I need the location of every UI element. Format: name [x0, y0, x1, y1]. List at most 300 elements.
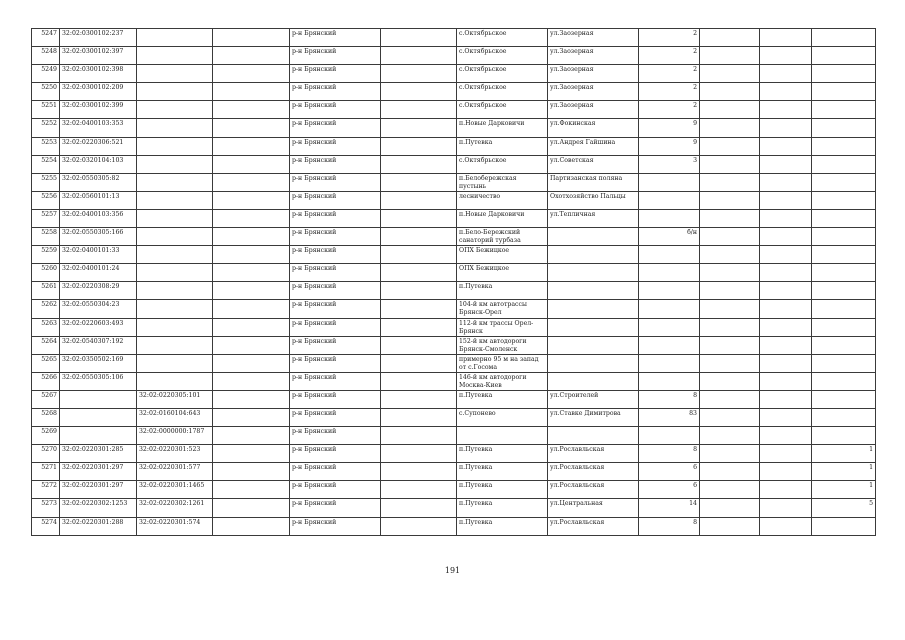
cell-district: р-н Брянский: [290, 119, 381, 137]
cell-house-number: 2: [639, 83, 700, 101]
cell-empty: [213, 318, 290, 336]
cell-apartment-number: [812, 427, 876, 445]
cell-district: р-н Брянский: [290, 209, 381, 227]
cell-locality: п.Путевка: [457, 282, 548, 300]
cell-empty: [381, 427, 457, 445]
cell-locality: с.Октябрьское: [457, 155, 548, 173]
cell-locality: с.Супонево: [457, 408, 548, 426]
cell-locality: 112-й км трассы Орел-Брянск: [457, 318, 548, 336]
cell-locality: п.Путевка: [457, 517, 548, 535]
cell-house-number: 6: [639, 481, 700, 499]
table-row: [32, 191, 876, 209]
cell-empty: [381, 65, 457, 83]
cell-empty: [700, 209, 760, 227]
cell-record-number: 5262: [32, 300, 60, 318]
cell-empty: [381, 300, 457, 318]
cell-record-number: 5268: [32, 408, 60, 426]
cell-empty: [381, 47, 457, 65]
cell-cadastral-number-2: [137, 137, 213, 155]
cell-empty: [381, 209, 457, 227]
cell-locality: 104-й км автотрассы Брянск-Орел: [457, 300, 548, 318]
cell-empty: [381, 246, 457, 264]
cell-empty: [760, 427, 812, 445]
cell-empty: [213, 228, 290, 246]
cell-empty: [760, 47, 812, 65]
cell-house-number: 6: [639, 463, 700, 481]
cell-cadastral-number: 32:02:0350502:169: [60, 354, 137, 372]
cell-house-number: [639, 282, 700, 300]
cell-locality: с.Октябрьское: [457, 47, 548, 65]
table-row: [32, 372, 876, 390]
cell-cadastral-number-2: [137, 354, 213, 372]
cell-record-number: 5248: [32, 47, 60, 65]
cell-empty: [213, 83, 290, 101]
cell-district: р-н Брянский: [290, 517, 381, 535]
cell-empty: [760, 517, 812, 535]
cell-cadastral-number: 32:02:0400101:24: [60, 264, 137, 282]
cell-empty: [700, 47, 760, 65]
cell-empty: [213, 336, 290, 354]
cell-empty: [213, 29, 290, 47]
cell-cadastral-number: [60, 408, 137, 426]
cell-record-number: 5258: [32, 228, 60, 246]
cell-empty: [760, 29, 812, 47]
cell-locality: п.Путевка: [457, 499, 548, 517]
cell-empty: [381, 29, 457, 47]
cell-cadastral-number-2: 32:02:0220301:574: [137, 517, 213, 535]
cell-district: р-н Брянский: [290, 191, 381, 209]
cell-street: Партизанская поляна: [548, 173, 639, 191]
cell-cadastral-number: 32:02:0220308:29: [60, 282, 137, 300]
cell-empty: [381, 101, 457, 119]
cell-empty: [381, 137, 457, 155]
cell-empty: [760, 83, 812, 101]
cell-locality: с.Октябрьское: [457, 29, 548, 47]
cell-cadastral-number: 32:02:0540307:192: [60, 336, 137, 354]
cell-apartment-number: [812, 119, 876, 137]
cell-district: р-н Брянский: [290, 499, 381, 517]
cell-empty: [760, 445, 812, 463]
cell-record-number: 5267: [32, 390, 60, 408]
cell-cadastral-number: 32:02:0220302:1253: [60, 499, 137, 517]
cell-street: [548, 282, 639, 300]
cell-empty: [760, 264, 812, 282]
table-row: [32, 173, 876, 191]
cell-cadastral-number: 32:02:0550305:82: [60, 173, 137, 191]
cell-locality: примерно 95 м на запад от с.Госома: [457, 354, 548, 372]
table-row: [32, 29, 876, 47]
cell-empty: [213, 209, 290, 227]
cell-street: [548, 354, 639, 372]
cell-cadastral-number: [60, 390, 137, 408]
cell-empty: [760, 155, 812, 173]
cell-district: р-н Брянский: [290, 354, 381, 372]
cell-apartment-number: [812, 191, 876, 209]
cell-apartment-number: [812, 372, 876, 390]
cell-locality: с.Октябрьское: [457, 83, 548, 101]
cell-empty: [700, 499, 760, 517]
cell-cadastral-number: 32:02:0400103:353: [60, 119, 137, 137]
cell-cadastral-number-2: 32:02:0220302:1261: [137, 499, 213, 517]
cell-house-number: 8: [639, 445, 700, 463]
table-row: [32, 499, 876, 517]
cell-empty: [700, 29, 760, 47]
cell-apartment-number: [812, 264, 876, 282]
cell-street: ул.Заозерная: [548, 47, 639, 65]
cell-record-number: 5266: [32, 372, 60, 390]
cell-cadastral-number: 32:02:0300102:398: [60, 65, 137, 83]
table-row: [32, 65, 876, 83]
cell-record-number: 5269: [32, 427, 60, 445]
cell-empty: [760, 463, 812, 481]
cell-empty: [760, 390, 812, 408]
cell-empty: [213, 390, 290, 408]
cell-empty: [381, 318, 457, 336]
cell-street: ул.Заозерная: [548, 65, 639, 83]
cell-street: ул.Рославльская: [548, 463, 639, 481]
cell-empty: [760, 191, 812, 209]
cell-district: р-н Брянский: [290, 300, 381, 318]
cell-locality: с.Октябрьское: [457, 101, 548, 119]
cell-empty: [381, 354, 457, 372]
cell-cadastral-number: 32:02:0560101:13: [60, 191, 137, 209]
table-row: [32, 318, 876, 336]
cell-cadastral-number-2: 32:02:0220305:101: [137, 390, 213, 408]
cell-empty: [213, 119, 290, 137]
cell-apartment-number: [812, 517, 876, 535]
cell-empty: [700, 318, 760, 336]
cell-district: р-н Брянский: [290, 481, 381, 499]
cell-house-number: [639, 264, 700, 282]
cell-empty: [213, 517, 290, 535]
cell-district: р-н Брянский: [290, 155, 381, 173]
cell-cadastral-number-2: [137, 246, 213, 264]
cell-empty: [700, 390, 760, 408]
cell-cadastral-number-2: [137, 173, 213, 191]
cell-empty: [700, 336, 760, 354]
cell-cadastral-number-2: [137, 209, 213, 227]
cell-house-number: 2: [639, 29, 700, 47]
cell-cadastral-number: 32:02:0220301:297: [60, 463, 137, 481]
cell-apartment-number: [812, 47, 876, 65]
cell-apartment-number: [812, 228, 876, 246]
cell-empty: [381, 228, 457, 246]
cell-apartment-number: [812, 155, 876, 173]
cell-district: р-н Брянский: [290, 408, 381, 426]
cell-cadastral-number-2: 32:02:0220301:577: [137, 463, 213, 481]
cell-locality: п.Новые Дарковичи: [457, 209, 548, 227]
cell-cadastral-number-2: [137, 300, 213, 318]
cell-district: р-н Брянский: [290, 65, 381, 83]
cell-cadastral-number-2: [137, 191, 213, 209]
cell-apartment-number: [812, 101, 876, 119]
cell-empty: [760, 336, 812, 354]
cell-empty: [700, 228, 760, 246]
cell-cadastral-number: 32:02:0220301:288: [60, 517, 137, 535]
cell-street: [548, 228, 639, 246]
cell-empty: [213, 408, 290, 426]
table-row: [32, 137, 876, 155]
cell-empty: [213, 65, 290, 83]
cell-empty: [381, 264, 457, 282]
cell-empty: [700, 300, 760, 318]
cell-locality: ОПХ Бежицкое: [457, 246, 548, 264]
cell-empty: [700, 65, 760, 83]
cell-house-number: [639, 173, 700, 191]
cell-empty: [213, 191, 290, 209]
cell-house-number: 9: [639, 137, 700, 155]
cell-empty: [700, 119, 760, 137]
cell-record-number: 5271: [32, 463, 60, 481]
cell-apartment-number: [812, 83, 876, 101]
cell-empty: [760, 137, 812, 155]
cell-cadastral-number: 32:02:0220603:493: [60, 318, 137, 336]
cell-empty: [381, 372, 457, 390]
cell-record-number: 5256: [32, 191, 60, 209]
cell-street: ул.Заозерная: [548, 83, 639, 101]
cell-empty: [700, 427, 760, 445]
cell-cadastral-number: 32:02:0300102:209: [60, 83, 137, 101]
cell-district: р-н Брянский: [290, 264, 381, 282]
table-row: [32, 264, 876, 282]
cell-house-number: б/н: [639, 228, 700, 246]
table-row: [32, 336, 876, 354]
cell-empty: [213, 101, 290, 119]
cell-street: ул.Советская: [548, 155, 639, 173]
cell-empty: [213, 445, 290, 463]
cell-record-number: 5254: [32, 155, 60, 173]
cell-empty: [213, 354, 290, 372]
cell-empty: [381, 517, 457, 535]
cell-district: р-н Брянский: [290, 29, 381, 47]
cell-empty: [700, 354, 760, 372]
cell-street: ул.Строителей: [548, 390, 639, 408]
cell-street: ул.Заозерная: [548, 29, 639, 47]
cell-locality: [457, 427, 548, 445]
cell-empty: [700, 137, 760, 155]
cell-empty: [760, 408, 812, 426]
cell-empty: [381, 481, 457, 499]
cell-record-number: 5274: [32, 517, 60, 535]
cell-locality: п.Путевка: [457, 390, 548, 408]
cell-empty: [760, 499, 812, 517]
cell-record-number: 5260: [32, 264, 60, 282]
cell-empty: [760, 65, 812, 83]
cell-empty: [213, 427, 290, 445]
cell-empty: [700, 481, 760, 499]
register-sheet: [31, 28, 875, 536]
cell-apartment-number: [812, 354, 876, 372]
cell-locality: п.Белобережская пустынь: [457, 173, 548, 191]
cell-empty: [381, 445, 457, 463]
cell-empty: [700, 101, 760, 119]
cell-empty: [381, 155, 457, 173]
cell-apartment-number: [812, 390, 876, 408]
cell-empty: [381, 173, 457, 191]
cell-empty: [213, 155, 290, 173]
cell-empty: [381, 390, 457, 408]
table-row: [32, 390, 876, 408]
cell-record-number: 5255: [32, 173, 60, 191]
cell-empty: [381, 191, 457, 209]
cell-cadastral-number-2: [137, 101, 213, 119]
cell-cadastral-number: 32:02:0550305:166: [60, 228, 137, 246]
cell-house-number: [639, 318, 700, 336]
cell-cadastral-number: 32:02:0300102:399: [60, 101, 137, 119]
cell-street: ул.Рославльская: [548, 517, 639, 535]
cell-district: р-н Брянский: [290, 463, 381, 481]
cell-street: [548, 246, 639, 264]
register-rows: [32, 29, 876, 536]
cell-apartment-number: [812, 209, 876, 227]
cell-cadastral-number-2: [137, 318, 213, 336]
cell-street: ул.Ставке Димитрова: [548, 408, 639, 426]
cell-district: р-н Брянский: [290, 246, 381, 264]
cell-empty: [700, 155, 760, 173]
cell-empty: [760, 372, 812, 390]
cell-empty: [213, 137, 290, 155]
cell-street: Охотхозяйство Пальцы: [548, 191, 639, 209]
cell-locality: п.Новые Дарковичи: [457, 119, 548, 137]
cell-empty: [381, 83, 457, 101]
cell-empty: [700, 83, 760, 101]
cell-empty: [700, 517, 760, 535]
page-number: 191: [444, 566, 461, 575]
cell-empty: [700, 246, 760, 264]
cell-street: [548, 318, 639, 336]
cell-house-number: [639, 246, 700, 264]
cell-street: [548, 336, 639, 354]
cell-cadastral-number: 32:02:0220306:521: [60, 137, 137, 155]
cell-record-number: 5265: [32, 354, 60, 372]
cell-apartment-number: 1: [812, 481, 876, 499]
cell-cadastral-number-2: [137, 119, 213, 137]
cell-locality: 152-й км автодороги Брянск-Смоленск: [457, 336, 548, 354]
cell-cadastral-number-2: [137, 83, 213, 101]
cell-cadastral-number: 32:02:0400101:33: [60, 246, 137, 264]
table-row: [32, 47, 876, 65]
cell-cadastral-number-2: 32:02:0220301:1465: [137, 481, 213, 499]
cell-house-number: [639, 427, 700, 445]
cell-district: р-н Брянский: [290, 173, 381, 191]
cell-house-number: 3: [639, 155, 700, 173]
cell-house-number: 2: [639, 101, 700, 119]
cell-locality: п.Путевка: [457, 481, 548, 499]
cell-cadastral-number-2: [137, 282, 213, 300]
cell-house-number: [639, 191, 700, 209]
cell-empty: [381, 119, 457, 137]
cell-house-number: 8: [639, 390, 700, 408]
table-row: [32, 228, 876, 246]
cell-cadastral-number-2: 32:02:0160104:643: [137, 408, 213, 426]
cell-cadastral-number: 32:02:0300102:397: [60, 47, 137, 65]
table-row: [32, 300, 876, 318]
cell-cadastral-number: 32:02:0220301:285: [60, 445, 137, 463]
cell-locality: лесничество: [457, 191, 548, 209]
cell-empty: [213, 481, 290, 499]
cell-apartment-number: [812, 318, 876, 336]
table-row: [32, 155, 876, 173]
cell-empty: [760, 173, 812, 191]
cell-record-number: 5273: [32, 499, 60, 517]
cell-street: ул.Фокинская: [548, 119, 639, 137]
cell-empty: [760, 246, 812, 264]
cell-empty: [213, 173, 290, 191]
cell-empty: [700, 463, 760, 481]
cell-empty: [760, 119, 812, 137]
cell-street: [548, 427, 639, 445]
cell-locality: п.Путевка: [457, 137, 548, 155]
cell-district: р-н Брянский: [290, 282, 381, 300]
cell-empty: [760, 300, 812, 318]
cell-street: ул.Рославльская: [548, 445, 639, 463]
cell-empty: [213, 282, 290, 300]
table-row: [32, 101, 876, 119]
cell-empty: [213, 463, 290, 481]
cell-record-number: 5263: [32, 318, 60, 336]
cell-cadastral-number-2: 32:02:0220301:523: [137, 445, 213, 463]
table-row: [32, 481, 876, 499]
cell-house-number: [639, 372, 700, 390]
cell-empty: [700, 264, 760, 282]
cell-apartment-number: [812, 173, 876, 191]
cell-street: ул.Тепличная: [548, 209, 639, 227]
table-row: [32, 246, 876, 264]
cell-empty: [381, 499, 457, 517]
cell-empty: [760, 354, 812, 372]
cell-cadastral-number: 32:02:0220301:297: [60, 481, 137, 499]
cell-apartment-number: [812, 282, 876, 300]
cell-apartment-number: 1: [812, 463, 876, 481]
cell-locality: ОПХ Бежицкое: [457, 264, 548, 282]
cell-record-number: 5259: [32, 246, 60, 264]
cell-street: ул.Рославльская: [548, 481, 639, 499]
cell-empty: [700, 173, 760, 191]
table-row: [32, 83, 876, 101]
cell-empty: [381, 463, 457, 481]
cell-record-number: 5247: [32, 29, 60, 47]
cell-locality: п.Путевка: [457, 445, 548, 463]
cell-district: р-н Брянский: [290, 390, 381, 408]
cell-cadastral-number-2: [137, 155, 213, 173]
table-row: [32, 209, 876, 227]
table-row: [32, 354, 876, 372]
cell-cadastral-number: 32:02:0400103:356: [60, 209, 137, 227]
cell-empty: [700, 282, 760, 300]
table-row: [32, 408, 876, 426]
cell-apartment-number: [812, 408, 876, 426]
cell-empty: [381, 408, 457, 426]
cell-district: р-н Брянский: [290, 137, 381, 155]
table-row: [32, 445, 876, 463]
cell-record-number: 5250: [32, 83, 60, 101]
cell-empty: [213, 499, 290, 517]
cell-record-number: 5249: [32, 65, 60, 83]
cell-empty: [213, 372, 290, 390]
cell-record-number: 5272: [32, 481, 60, 499]
cell-empty: [760, 282, 812, 300]
cell-empty: [700, 408, 760, 426]
cell-apartment-number: [812, 300, 876, 318]
cell-apartment-number: 5: [812, 499, 876, 517]
cell-empty: [213, 264, 290, 282]
cell-record-number: 5253: [32, 137, 60, 155]
cell-record-number: 5251: [32, 101, 60, 119]
cell-empty: [700, 191, 760, 209]
table-row: [32, 427, 876, 445]
cell-house-number: [639, 209, 700, 227]
cell-locality: с.Октябрьское: [457, 65, 548, 83]
